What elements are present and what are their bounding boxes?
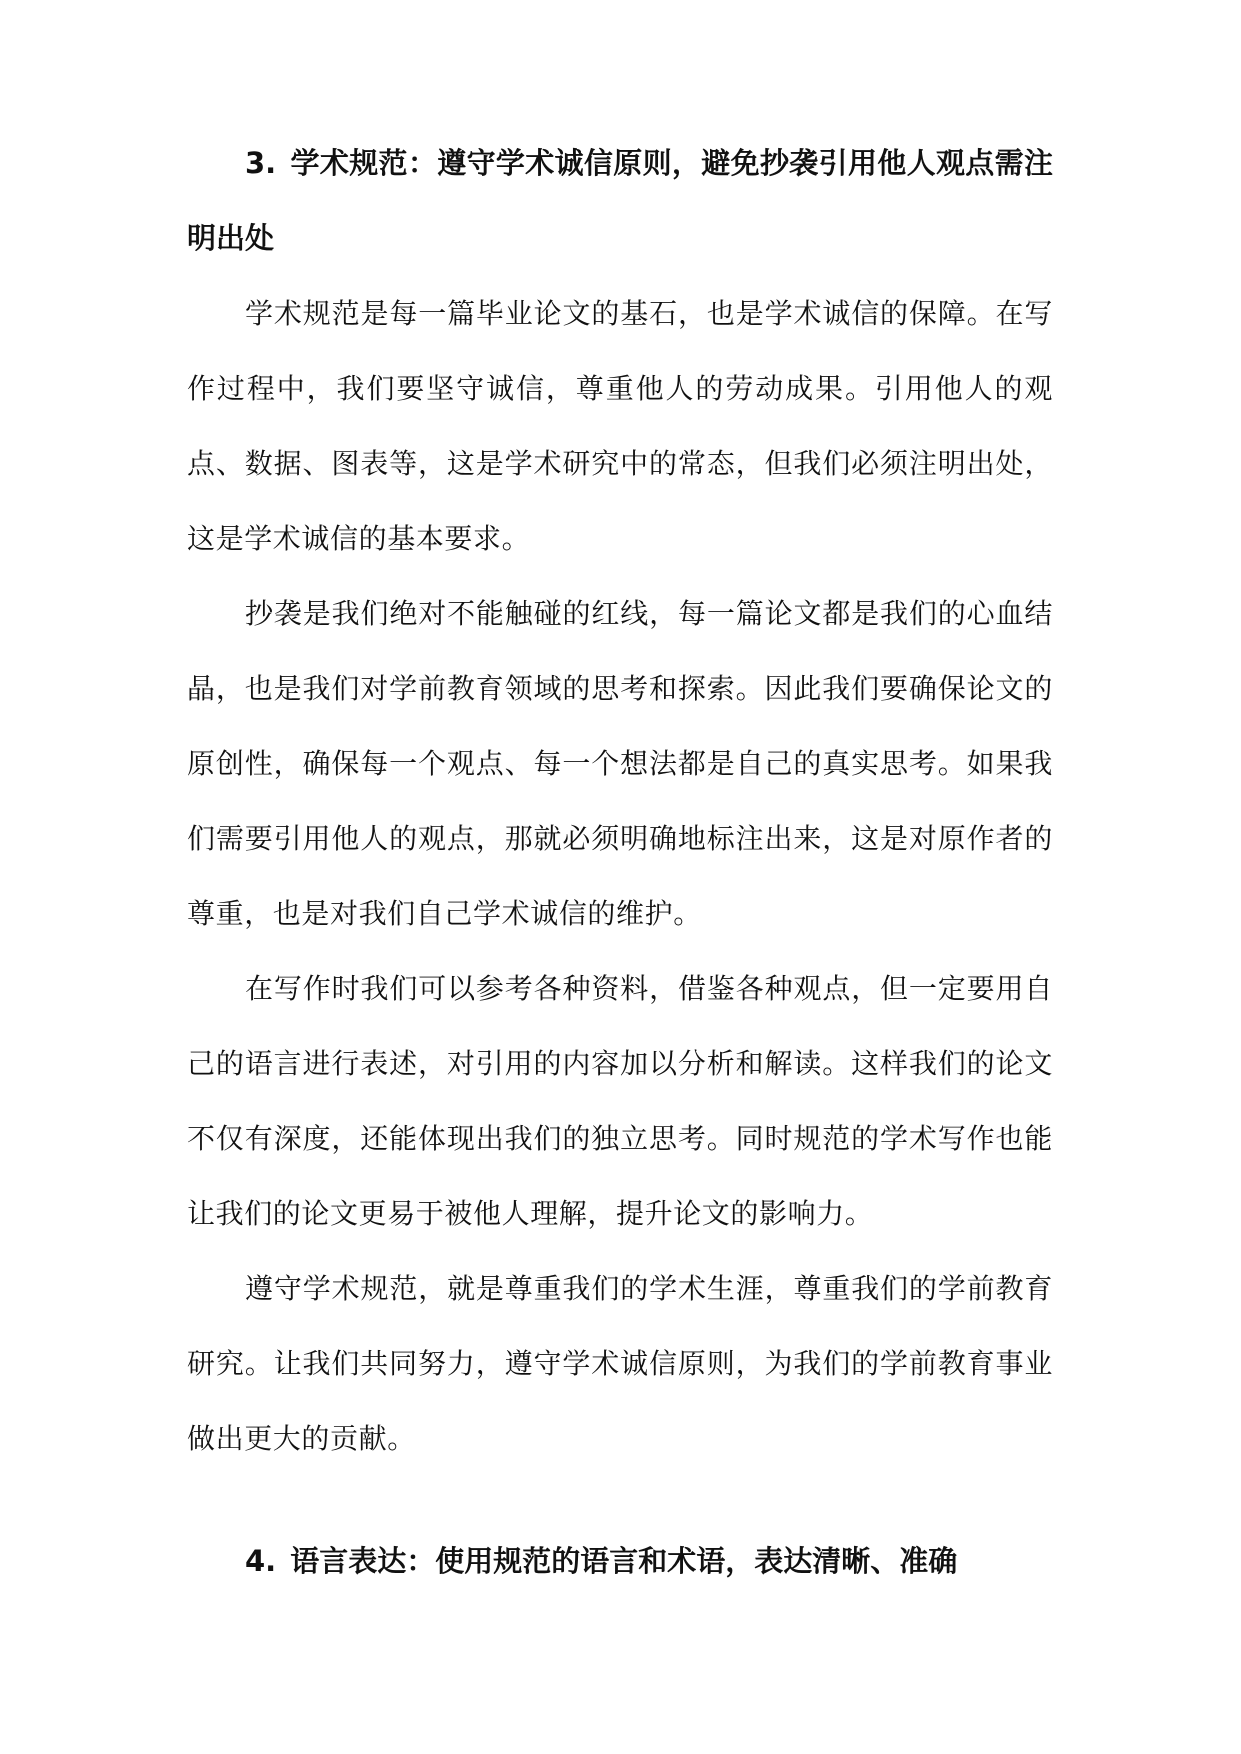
section-heading-4	[187, 1524, 1053, 1599]
section-number: 3.	[245, 146, 277, 180]
section-title: 学术规范：遵守学术诚信原则，避免抄袭引用他人观点需注明出处	[187, 146, 1053, 255]
paragraph: 抄袭是我们绝对不能触碰的红线，每一篇论文都是我们的心血结晶，也是我们对学前教育领域的思考和探索。因此我们要确保论文的原创性，确保每一个观点、每一个想法都是自己的真实思考。如果我们需要引用他人的观点，那就必须明确地标注出来，这是对原作者的尊重，也是对我们自己学术诚信的维护。	[187, 597, 1053, 930]
section-title: 语言表达：使用规范的语言和术语，表达清晰、准确	[290, 1544, 958, 1578]
paragraph: 学术规范是每一篇毕业论文的基石，也是学术诚信的保障。在写作过程中，我们要坚守诚信，尊重他人的劳动成果。引用他人的观点、数据、图表等，这是学术研究中的常态，但我们必须注明出处，这是学术诚信的基本要求。	[187, 297, 1053, 555]
section-heading-3	[187, 126, 1053, 276]
document-body	[187, 126, 1053, 1599]
paragraph: 在写作时我们可以参考各种资料，借鉴各种观点，但一定要用自己的语言进行表述，对引用的内容加以分析和解读。这样我们的论文不仅有深度，还能体现出我们的独立思考。同时规范的学术写作也能让我们的论文更易于被他人理解，提升论文的影响力。	[187, 972, 1053, 1230]
section-number: 4.	[245, 1544, 277, 1578]
paragraph: 遵守学术规范，就是尊重我们的学术生涯，尊重我们的学前教育研究。让我们共同努力，遵守学术诚信原则，为我们的学前教育事业做出更大的贡献。	[187, 1272, 1053, 1455]
